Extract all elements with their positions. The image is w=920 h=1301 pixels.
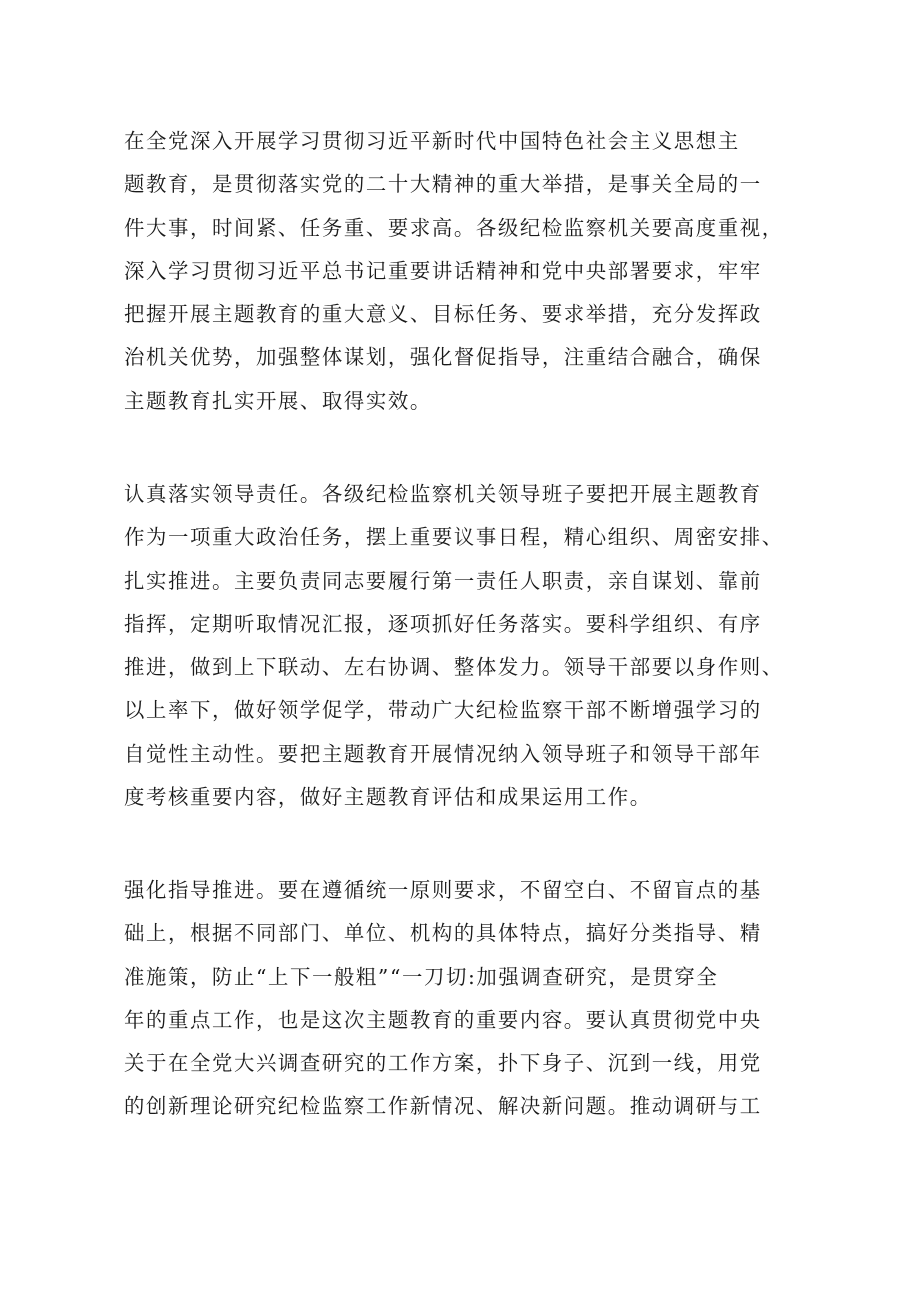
paragraph-2: [124, 473, 796, 819]
text-line: 推进，做到上下联动、左右协调、整体发力。领导干部要以身作则、: [124, 655, 784, 680]
paragraph-3: [124, 869, 796, 1129]
text-line: 治机关优势，加强整体谋划，强化督促指导，注重结合融合，确保: [124, 345, 762, 370]
text-line: 础上，根据不同部门、单位、机构的具体特点，搞好分类指导、精: [124, 921, 762, 946]
text-line: 作为一项重大政治任务，摆上重要议事日程，精心组织、周密安排、: [124, 525, 784, 550]
text-line: 年的重点工作，也是这次主题教育的重要内容。要认真贯彻党中央: [124, 1007, 762, 1032]
text-line: 指挥，定期听取情况汇报，逐项抓好任务落实。要科学组织、有序: [124, 611, 762, 636]
text-line: 件大事，时间紧、任务重、要求高。各级纪检监察机关要高度重视，: [124, 215, 784, 240]
text-line: 主题教育扎实开展、取得实效。: [124, 388, 432, 413]
paragraph-1: [124, 120, 796, 423]
text-line: 关于在全党大兴调查研究的工作方案，扑下身子、沉到一线，用党: [124, 1051, 762, 1076]
text-line: 题教育，是贯彻落实党的二十大精神的重大举措，是事关全局的一: [124, 172, 762, 197]
text-line: 扎实推进。主要负责同志要履行第一责任人职责，亲自谋划、靠前: [124, 568, 762, 593]
text-line: 以上率下，做好领学促学，带动广大纪检监察干部不断增强学习的: [124, 698, 762, 723]
text-line: 度考核重要内容，做好主题教育评估和成果运用工作。: [124, 785, 652, 810]
text-line: 自觉性主动性。要把主题教育开展情况纳入领导班子和领导干部年: [124, 741, 762, 766]
text-line: 深入学习贯彻习近平总书记重要讲话精神和党中央部署要求，牢牢: [124, 258, 762, 283]
text-line: 强化指导推进。要在遵循统一原则要求，不留空白、不留盲点的基: [124, 878, 762, 902]
text-line: 认真落实领导责任。各级纪检监察机关领导班子要把开展主题教育: [124, 482, 762, 506]
text-line: 在全党深入开展学习贯彻习近平新时代中国特色社会主义思想主: [124, 129, 740, 153]
text-line: 准施策，防止“上下一般粗”“一刀切:加强调查研究，是贯穿全: [124, 964, 719, 989]
text-line: 把握开展主题教育的重大意义、目标任务、要求举措，充分发挥政: [124, 302, 762, 327]
text-line: 的创新理论研究纪检监察工作新情况、解决新问题。推动调研与工: [124, 1094, 762, 1119]
